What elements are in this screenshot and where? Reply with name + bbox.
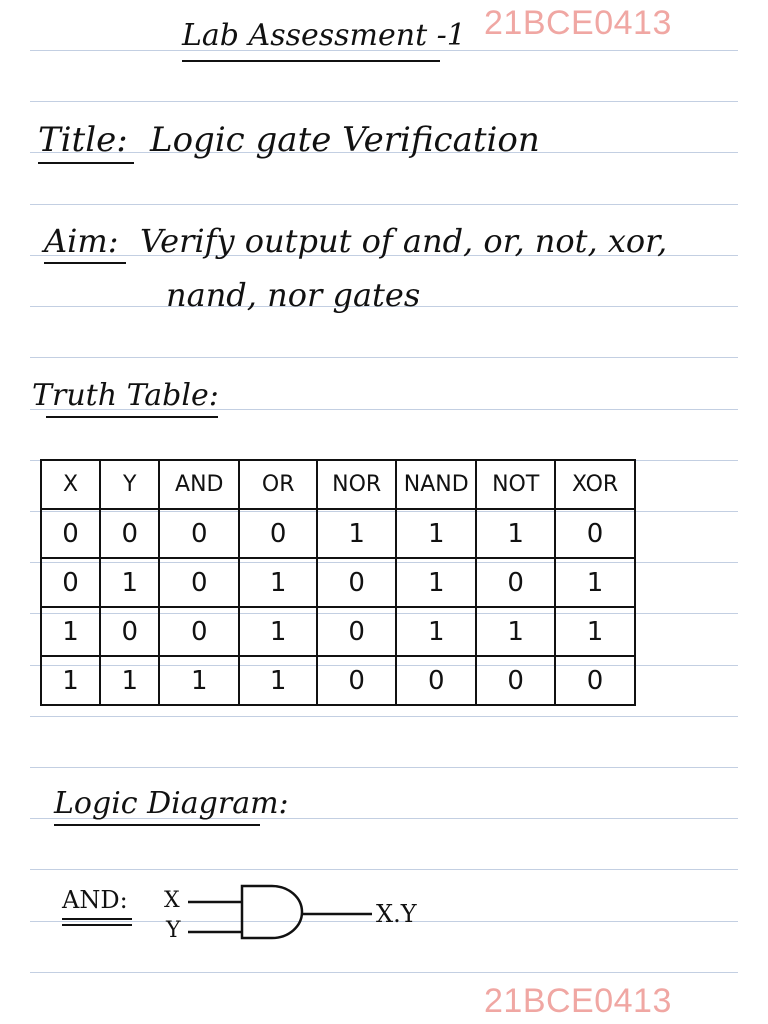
table-cell: 0 <box>100 607 159 656</box>
table-cell: 0 <box>317 656 396 705</box>
table-row <box>41 607 635 656</box>
column-header-not: NOT <box>476 460 555 509</box>
table-cell: 0 <box>41 558 100 607</box>
logic-diagram-heading: Logic Diagram: <box>54 786 289 821</box>
title-label: Title: <box>38 120 128 160</box>
table-cell: 1 <box>317 509 396 558</box>
column-header-or: OR <box>239 460 317 509</box>
and-gate-label: AND: <box>62 886 128 914</box>
rule-line <box>30 357 738 358</box>
and-gate-symbol <box>150 870 390 950</box>
table-cell: 0 <box>476 656 555 705</box>
table-cell: 1 <box>396 558 476 607</box>
truth-table-heading: Truth Table: <box>32 378 219 413</box>
table-cell: 1 <box>159 656 239 705</box>
table-cell: 0 <box>41 509 100 558</box>
table-cell: 1 <box>239 607 317 656</box>
rule-line <box>30 972 738 973</box>
rule-line <box>30 101 738 102</box>
page-heading: Lab Assessment -1 <box>182 18 466 53</box>
truth-table-heading-underline <box>46 416 218 418</box>
table-cell: 1 <box>100 656 159 705</box>
and-gate-output-label: X.Y <box>376 900 417 928</box>
rule-line <box>30 767 738 768</box>
column-header-y: Y <box>100 460 159 509</box>
truth-table <box>40 459 636 706</box>
column-header-x: X <box>41 460 100 509</box>
title-label-underline <box>38 162 134 164</box>
table-cell: 0 <box>159 607 239 656</box>
table-cell: 1 <box>396 607 476 656</box>
table-cell: 0 <box>555 656 635 705</box>
table-cell: 1 <box>100 558 159 607</box>
and-gate-input-y: Y <box>166 918 181 943</box>
table-cell: 0 <box>476 558 555 607</box>
table-cell: 1 <box>239 656 317 705</box>
and-gate-label-underline <box>62 918 132 920</box>
aim-label-underline <box>44 262 126 264</box>
column-header-nand: NAND <box>396 460 476 509</box>
table-row <box>41 509 635 558</box>
table-cell: 1 <box>476 509 555 558</box>
logic-diagram-heading-underline <box>54 824 260 826</box>
table-cell: 0 <box>317 607 396 656</box>
title-text: Logic gate Verification <box>150 120 540 160</box>
column-header-xor: XOR <box>555 460 635 509</box>
rule-line <box>30 716 738 717</box>
aim-label: Aim: <box>44 222 119 260</box>
table-row <box>41 656 635 705</box>
watermark-bottom: 21BCE0413 <box>484 982 672 1020</box>
table-cell: 1 <box>239 558 317 607</box>
table-cell: 1 <box>41 656 100 705</box>
table-row <box>41 558 635 607</box>
rule-line <box>30 204 738 205</box>
truth-table-header-row <box>41 460 635 509</box>
and-gate-body <box>242 886 302 938</box>
table-cell: 1 <box>555 607 635 656</box>
table-cell: 0 <box>159 509 239 558</box>
table-cell: 1 <box>396 509 476 558</box>
table-cell: 0 <box>555 509 635 558</box>
table-cell: 1 <box>476 607 555 656</box>
watermark-top: 21BCE0413 <box>484 4 672 42</box>
table-cell: 0 <box>100 509 159 558</box>
column-header-nor: NOR <box>317 460 396 509</box>
aim-line-1: Verify output of and, or, not, xor, <box>140 222 668 260</box>
aim-line-2: nand, nor gates <box>166 276 421 314</box>
table-cell: 0 <box>317 558 396 607</box>
and-gate-label-underline-2 <box>62 924 132 926</box>
table-cell: 1 <box>41 607 100 656</box>
table-cell: 0 <box>239 509 317 558</box>
and-gate-input-x: X <box>164 888 180 913</box>
column-header-and: AND <box>159 460 239 509</box>
table-cell: 0 <box>396 656 476 705</box>
table-cell: 1 <box>555 558 635 607</box>
table-cell: 0 <box>159 558 239 607</box>
heading-underline <box>182 60 440 62</box>
